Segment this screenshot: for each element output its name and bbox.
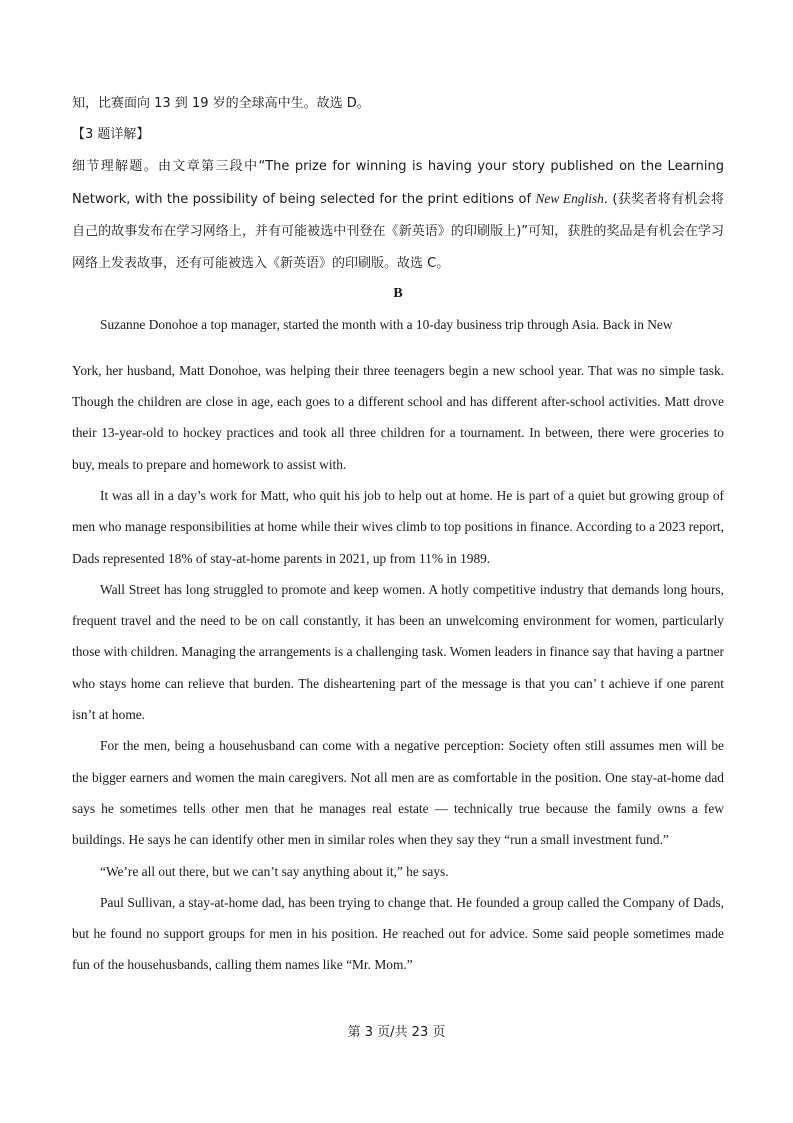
detail-text-part1: 细节理解题。由文章第三段中“The prize for winning is having your story published on the Learning Network, with the possibility of being selected for the print editions of (72, 159, 724, 207)
page-number-footer: 第 3 页/共 23 页 (347, 1025, 446, 1040)
detail-text-italic: New English (535, 190, 604, 206)
passage-paragraph-6: Paul Sullivan, a stay-at-home dad, has been trying to change that. He founded a group called the Company of Dads, but he found no support groups for men in his position. He reached out for advice. Some said people sometimes made fun of the househusbands, calling them names like “Mr. Mom.” (72, 894, 724, 973)
detail-explanation (72, 150, 724, 279)
detail-text-part2: . (获奖者将有机会将自己的故事发布在学习网络上，并有可能被选中刊登在《新英语》的印刷版上)”可知，获胜的奖品是有机会在学习网络上发表故事，还有可能被选入《新英语》的印刷版。故选 C。 (72, 191, 724, 272)
paragraph-gap (72, 341, 724, 355)
passage-paragraph-3: Wall Street has long struggled to promote and keep women. A hotly competitive industry that demands long hours, frequent travel and the need to be on call constantly, it has been an unwelcoming environment for women, particularly those with children. Managing the arrangements is a challenging task. Women leaders in finance say that having a partner who stays home can relieve that burden. The disheartening part of the message is that you can’ t achieve if one parent isn’t at home. (72, 581, 724, 723)
passage-label: B (393, 286, 403, 302)
passage-paragraph-2: It was all in a day’s work for Matt, who quit his job to help out at home. He is part of a quiet but growing group of men who manage responsibilities at home while their wives climb to top positions in finance. According to a 2023 report, Dads represented 18% of stay-at-home parents in 2021, up from 11% in 1989. (72, 487, 724, 566)
passage-paragraph-4: For the men, being a househusband can come with a negative perception: Society often still assumes men will be the bigger earners and women the main caregivers. Not all men are as comfortable in the position. One stay-at-home dad says he sometimes tells other men that he manages real estate — technically true because the family owns a few buildings. He says he can identify other men in similar roles when they say they “run a small investment fund.” (72, 738, 724, 848)
answer-conclusion-line: 知，比赛面向 13 到 19 岁的全球高中生。故选 D。 (72, 96, 370, 111)
passage-paragraph-1b: York, her husband, Matt Donohoe, was helping their three teenagers begin a new school year. That was no simple task. Though the children are close in age, each goes to a different school and has different after-school activities. Matt drove their 13-year-old to hockey practices and took all three children for a tournament. In between, there were groceries to buy, meals to prepare and homework to assist with. (72, 362, 724, 472)
page-content (72, 88, 724, 981)
detail-heading: 【3 题详解】 (72, 127, 150, 143)
passage-paragraph-1a: Suzanne Donohoe a top manager, started the month with a 10-day business trip through Asia. Back in New (100, 317, 673, 333)
passage-paragraph-5: “We’re all out there, but we can’t say anything about it,” he says. (100, 863, 449, 879)
